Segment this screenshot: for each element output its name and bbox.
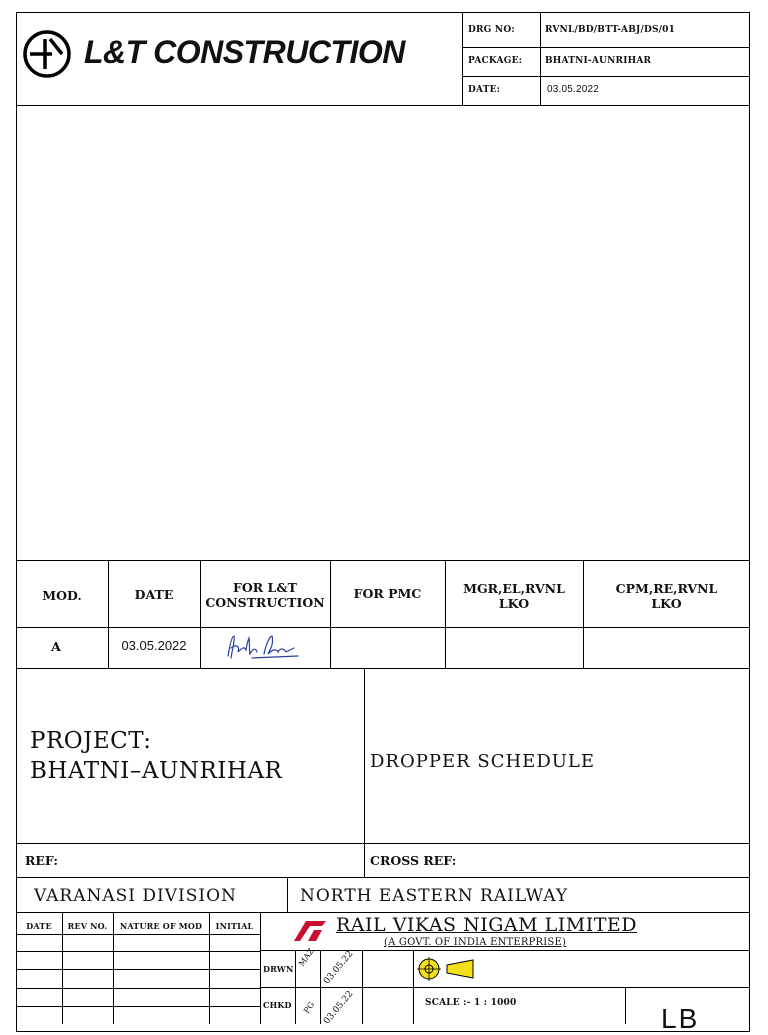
company-name: L&T CONSTRUCTION [84,34,405,70]
division-right: NORTH EASTERN RAILWAY [300,886,569,906]
drg-no-value: RVNL/BD/BTT-ABJ/DS/01 [545,25,676,35]
signature-image [222,630,302,662]
footer-row-line [16,988,260,989]
project-label: PROJECT: [30,728,152,754]
drwn-label: DRWN [263,964,294,974]
drwn-col-line [320,950,321,1024]
revision-col-line [445,560,446,668]
cpm-header-line1: CPM,RE,RVNL [615,581,718,596]
drwn-col-line [295,950,296,1024]
mod-header: MOD. [42,588,82,603]
cross-ref-label: CROSS REF: [370,853,457,868]
revision-col-line [583,560,584,668]
division-row-bottom [16,912,750,913]
rvnl-company-name: RAIL VIKAS NIGAM LIMITED [336,914,637,936]
date-value: 03.05.2022 [547,84,600,95]
chkd-date: 03.05.22 [322,989,356,1027]
rvnl-row-line [260,950,750,951]
sheet-border [16,12,750,1032]
revision-col-line [330,560,331,668]
chkd-initial: PG [302,1000,317,1016]
footer-col-line [260,912,261,1024]
lt-logo-icon [22,29,72,79]
header-divider [16,105,750,106]
rvnl-subtitle: (A GOVT. OF INDIA ENTERPRISE) [384,937,567,948]
drwn-col-line [413,950,414,1024]
header-grid-line [540,12,541,105]
corner-code: LB [661,1003,700,1034]
chkd-label: CHKD [263,1000,292,1010]
rvnl-logo-icon [292,917,328,943]
revision-mod-value: A [51,639,61,654]
rvnl-row-line [260,987,750,988]
date-header: DATE [134,587,174,602]
footer-date-header: DATE [26,921,52,931]
ref-label: REF: [25,853,58,868]
drwn-col-line [362,950,363,1024]
footer-initial-header: INITIAL [215,921,254,931]
for-lt-header-line1: FOR L&T [233,580,297,595]
mgr-header-line1: MGR,EL,RVNL [463,581,565,596]
for-lt-header-line2: CONSTRUCTION [205,595,325,610]
footer-row-line [16,969,260,970]
ref-row-top [16,843,750,844]
drwn-initial: MAZ [297,946,316,969]
revision-table-top [16,560,750,561]
footer-row-line [16,1006,260,1007]
package-label: PACKAGE: [468,56,523,66]
scale-label: SCALE :- 1 : 1000 [425,998,517,1008]
package-value: BHATNI-AUNRIHAR [545,56,652,66]
cpm-header-line2: LKO [651,596,682,611]
projection-symbol-icon [417,956,477,982]
drwn-date: 03.05.22 [322,949,356,987]
footer-row-line [16,934,260,935]
footer-rev-header: REV NO. [67,921,108,931]
revision-date-value: 03.05.2022 [121,638,187,653]
division-divider [287,877,288,912]
for-pmc-header: FOR PMC [353,586,422,601]
project-name: BHATNI–AUNRIHAR [30,758,283,784]
division-left: VARANASI DIVISION [34,886,237,906]
header-grid-line [462,47,750,48]
header-grid-line [462,76,750,77]
header-grid-line [462,12,463,105]
drawing-title: DROPPER SCHEDULE [370,751,596,772]
drwn-col-line [625,987,626,1024]
revision-col-line [200,560,201,668]
date-label: DATE: [468,85,501,95]
revision-table-mid [16,627,750,628]
revision-table-bottom [16,668,750,669]
footer-nature-header: NATURE OF MOD [119,921,203,931]
footer-row-line [16,951,260,952]
mgr-header-line2: LKO [498,596,530,611]
project-divider [364,668,365,877]
ref-row-bottom [16,877,750,878]
drg-no-label: DRG NO: [468,25,515,35]
